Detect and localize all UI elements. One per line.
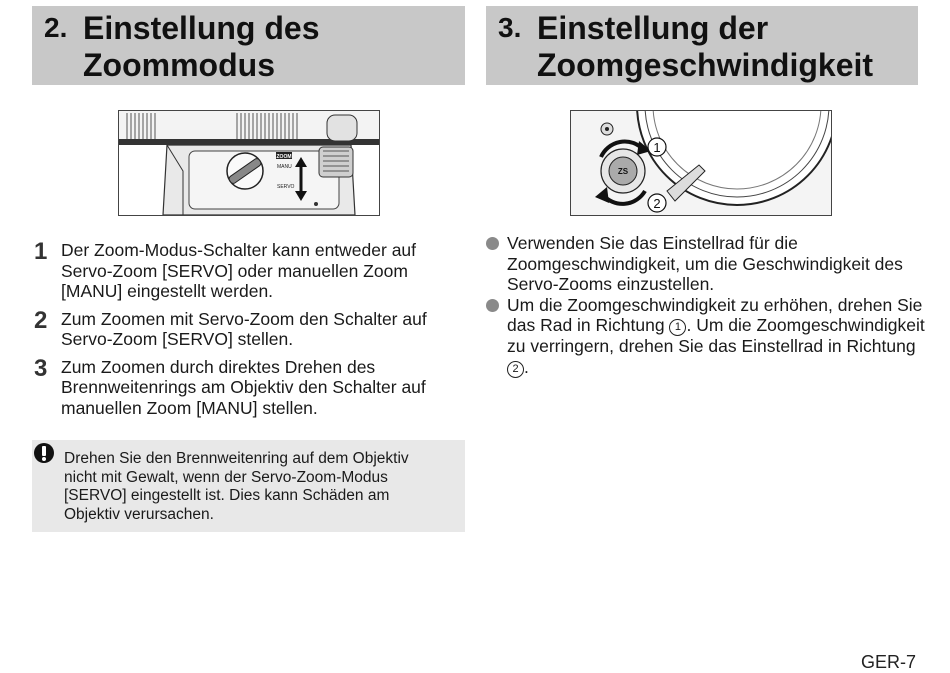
figure-label: ZOOM xyxy=(276,154,292,160)
step-text: Zum Zoomen durch direktes Drehen des Brennweitenrings am Objektiv den Schalter auf manuellen Zoom [MANU] stellen. xyxy=(61,356,426,418)
figure-label: ZS xyxy=(617,167,629,176)
step-number: 1 xyxy=(34,238,48,265)
caution-text xyxy=(64,450,459,524)
title-line: Einstellung der xyxy=(537,10,769,46)
figure-label: SERVO xyxy=(277,184,295,190)
caution-line: Objektiv verursachen. xyxy=(64,505,214,523)
direction-marker: 1 xyxy=(669,319,686,336)
bullet-text: Verwenden Sie das Einstellrad für die Zoomgeschwindigkeit, um die Geschwindigkeit des Servo-Zooms einzustellen. xyxy=(507,233,903,295)
step-number: 2 xyxy=(34,306,48,334)
figure-label: 2 xyxy=(653,196,661,211)
title-line: Zoomgeschwindigkeit xyxy=(537,47,874,83)
bullet-text: . Um die Zoomgeschwindigkeit zu verringern, drehen Sie das Einstellrad in Richtung xyxy=(507,315,925,357)
bullet-dot-icon xyxy=(486,237,499,250)
section-header-zoom-speed xyxy=(486,6,918,85)
zoom-speed-dial-illustration xyxy=(570,110,832,216)
caution-line: nicht mit Gewalt, wenn der Servo-Zoom-Modus xyxy=(64,468,388,486)
direction-marker: 2 xyxy=(507,361,524,378)
caution-box xyxy=(32,440,465,532)
bullet-text: . xyxy=(524,356,529,377)
section-number: 2. xyxy=(44,12,68,43)
section-header-zoom-mode xyxy=(32,6,465,85)
step-text: Der Zoom-Modus-Schalter kann entweder auf Servo-Zoom [SERVO] oder manuellen Zoom [MANU] eingestellt werden. xyxy=(61,240,417,301)
bullet-item xyxy=(486,295,926,378)
section-title xyxy=(83,10,319,84)
title-line: Zoommodus xyxy=(83,47,275,83)
zoom-mode-switch-illustration xyxy=(118,110,380,216)
section-number: 3. xyxy=(498,12,522,43)
bullet-list xyxy=(486,233,926,378)
page-number: GER-7 xyxy=(860,652,916,672)
step-number: 3 xyxy=(34,354,48,382)
step-text: Zum Zoomen mit Servo-Zoom den Schalter auf Servo-Zoom [SERVO] stellen. xyxy=(61,308,427,349)
figure-label: 1 xyxy=(653,140,661,155)
step-item xyxy=(32,306,465,350)
step-item xyxy=(32,354,465,419)
bullet-text: Um die Zoomgeschwindigkeit zu erhöhen, drehen Sie das Rad in Richtung xyxy=(507,294,923,336)
title-line: Einstellung des xyxy=(83,10,320,46)
figure-label: MANU xyxy=(277,164,292,170)
caution-icon xyxy=(33,442,55,469)
section-title xyxy=(537,10,873,84)
step-item xyxy=(32,240,465,302)
caution-line: [SERVO] eingestellt ist. Dies kann Schäden am xyxy=(64,487,390,505)
caution-line: Drehen Sie den Brennweitenring auf dem Objektiv xyxy=(64,450,409,467)
steps-list xyxy=(32,240,465,425)
bullet-dot-icon xyxy=(486,299,499,312)
bullet-item xyxy=(486,233,926,295)
